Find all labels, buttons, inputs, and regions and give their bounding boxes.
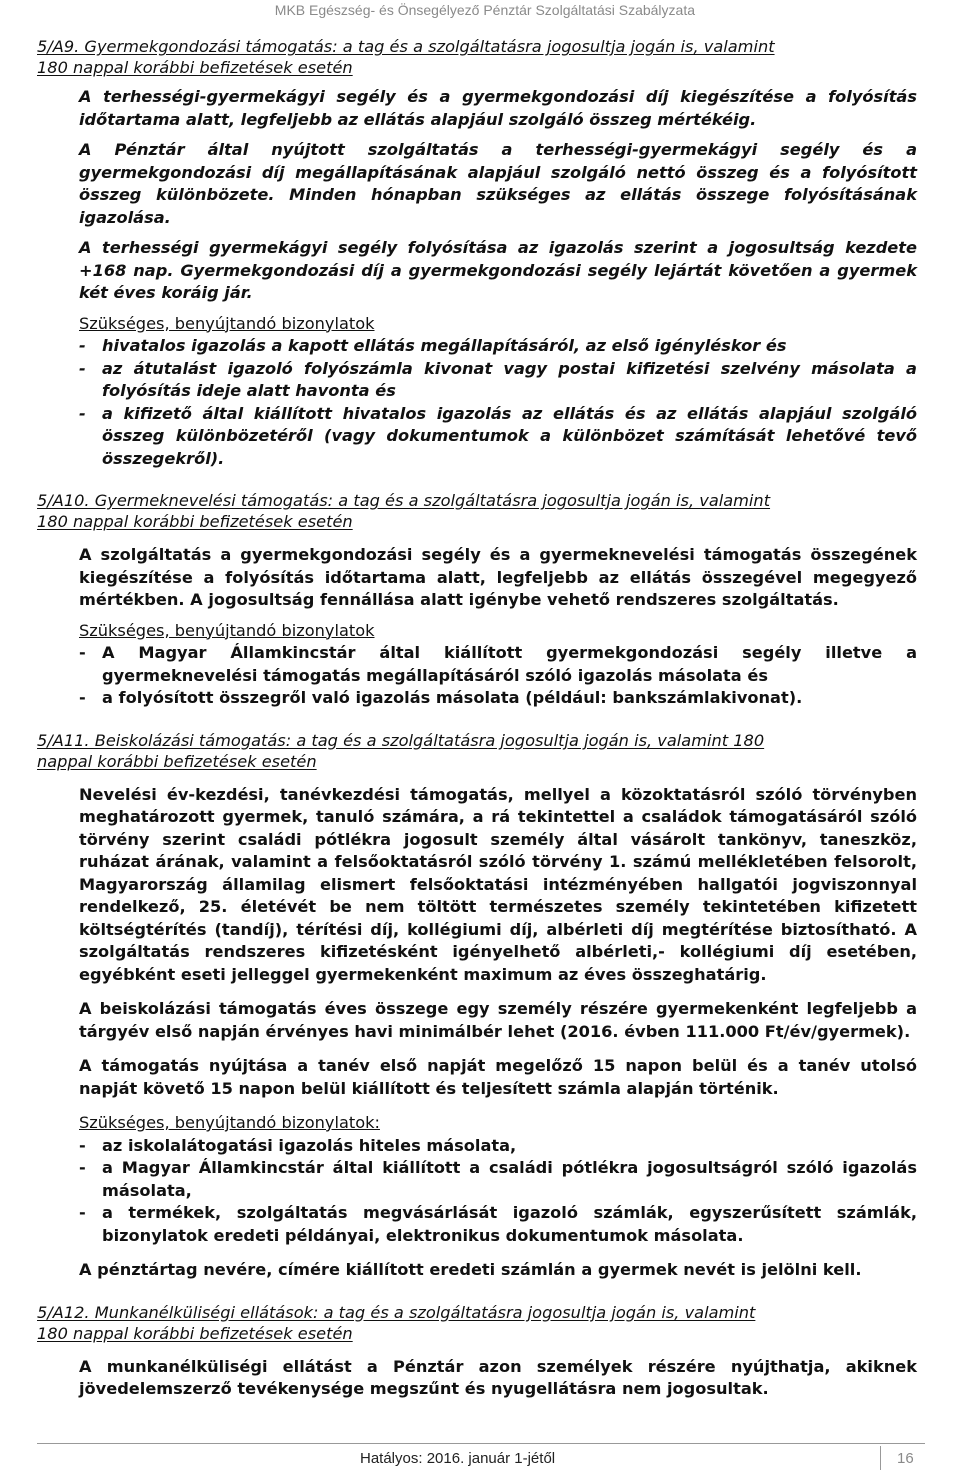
- paragraph: A munkanélküliségi ellátást a Pénztár azon személyek részére nyújthatja, akiknek jövedelemszerző tevékenysége megszűnt és nyugellátásra nem jogosultak.: [79, 1356, 917, 1398]
- section-title-cont: 180 nappal korábbi befizetések esetén: [37, 1323, 353, 1343]
- required-documents-heading: Szükséges, benyújtandó bizonylatok: [79, 620, 375, 640]
- section-title: 5/A12. Munkanélküliségi ellátások: a tag és a szolgáltatásra jogosultja jogán is, valamint: [37, 1302, 756, 1322]
- required-documents-list: [79, 1135, 917, 1248]
- effective-date: Hatályos: 2016. január 1-jétől: [360, 1450, 556, 1467]
- footer-separator: [880, 1446, 881, 1470]
- list-item: - a folyósított összegről való igazolás másolata (például: bankszámlakivonat).: [79, 688, 803, 707]
- paragraph: A terhességi gyermekágyi segély folyósítása az igazolás szerint a jogosultság kezdete +168 nap. Gyermekgondozási díj a gyermekgondozási segély lejártát követően a gyermek két éves koráig jár.: [79, 238, 917, 302]
- paragraph: Nevelési év-kezdési, tanévkezdési támogatás, mellyel a közoktatásról szóló törvényben meghatározott gyermek, tanuló számára, a rá tekintettel a családok támogatásáról szóló törvény szerint családi pótlékra jogosult személy által vásárolt tankönyv, taneszköz, ruházat árának, valamint a felsőoktatásról szóló törvény 1. számú mellékletében felsorolt, Magyarország államilag elismert felsőoktatási intézményében hallgatói jogviszonnyal rendelkező, 25. életévét be nem töltött természetes személy tekintetében kifizetett költségtérítés (tandíj), térítési díj, kollégiumi díj, albérleti díj megtérítése biztosítható. A szolgáltatás rendszeres kifizetésként igényelhető albérleti,- kollégiumi díj esetében, egyébként eseti jelleggel gyermekenként maximum az éves összeghatárig.: [79, 784, 917, 984]
- section-title: 5/A9. Gyermekgondozási támogatás: a tag és a szolgáltatásra jogosultja jogán is, valamint: [37, 37, 775, 56]
- section-title-cont: 180 nappal korábbi befizetések esetén: [37, 512, 353, 531]
- required-documents-list: [79, 335, 917, 470]
- required-documents-heading: Szükséges, benyújtandó bizonylatok: [79, 313, 375, 333]
- section-title-cont: nappal korábbi befizetések esetén: [37, 751, 317, 771]
- paragraph: A beiskolázási támogatás éves összege egy személy részére gyermekenként legfeljebb a tárgyév első napján érvényes havi minimálbér lehet (2016. évben 111.000 Ft/év/gyermek).: [79, 999, 917, 1041]
- list-item: - a kifizető által kiállított hivatalos igazolás az ellátás és az ellátás alapjául szolgáló összeg különbözetéről (vagy dokumentumok a különbözet számítását lehetővé tevő összegekről).: [79, 403, 917, 468]
- list-item: - az iskolalátogatási igazolás hiteles másolata,: [79, 1135, 517, 1155]
- section-5a9: [37, 36, 917, 470]
- section-5a11: [37, 730, 917, 1282]
- paragraph: A Pénztár által nyújtott szolgáltatás a terhességi-gyermekágyi segély és a gyermekgondozási díj megállapításának alapjául szolgáló nettó összeg és a folyósított összeg különbözete. Minden hónapban szükséges az ellátás összege folyósításának igazolása.: [79, 140, 917, 227]
- page-number: 16: [897, 1450, 914, 1467]
- list-item: - A Magyar Államkincstár által kiállított gyermekgondozási segély illetve a gyermeknevelési támogatás megállapításáról szóló igazolás másolata és: [79, 643, 917, 685]
- required-documents-heading: Szükséges, benyújtandó bizonylatok:: [79, 1113, 380, 1132]
- paragraph: A terhességi-gyermekágyi segély és a gyermekgondozási díj kiegészítése a folyósítás időtartama alatt, legfeljebb az ellátás alapjául szolgáló összeg mértékéig.: [79, 87, 917, 129]
- section-title: 5/A11. Beiskolázási támogatás: a tag és a szolgáltatásra jogosultja jogán is, valamint 180: [37, 730, 765, 750]
- document-body: [37, 36, 917, 1401]
- required-documents-list: [79, 642, 917, 710]
- list-item: - a termékek, szolgáltatás megvásárlását igazoló számlák, egyszerűsített számlák, bizonylatok eredeti példányai, elektronikus dokumentumok másolata.: [79, 1203, 917, 1245]
- list-item: - az átutalást igazoló folyószámla kivonat vagy postai kifizetési szelvény másolata a folyósítás ideje alatt havonta és: [79, 358, 917, 400]
- document-header: MKB Egészség- és Önsegélyező Pénztár Szolgáltatási Szabályzata: [274, 2, 695, 18]
- footer-divider: [37, 1443, 925, 1444]
- section-5a12: [37, 1302, 917, 1401]
- list-item: - a Magyar Államkincstár által kiállított a családi pótlékra jogosultságról szóló igazolás másolata,: [79, 1158, 917, 1200]
- paragraph: A támogatás nyújtása a tanév első napját megelőző 15 napon belül és a tanév utolsó napját követő 15 napon belül kiállított és teljesített számla alapján történik.: [79, 1056, 917, 1098]
- paragraph: A szolgáltatás a gyermekgondozási segély és a gyermeknevelési támogatás összegének kiegészítése a folyósítás időtartama alatt, legfeljebb az ellátás összegével megegyező mértékben. A jogosultság fennállása alatt igénybe vehető rendszeres szolgáltatás.: [79, 545, 917, 609]
- paragraph: A pénztártag nevére, címére kiállított eredeti számlán a gyermek nevét is jelölni kell.: [79, 1260, 862, 1279]
- section-5a10: [37, 490, 917, 710]
- section-title-cont: 180 nappal korábbi befizetések esetén: [37, 58, 353, 77]
- section-title: 5/A10. Gyermeknevelési támogatás: a tag és a szolgáltatásra jogosultja jogán is, valamint: [37, 491, 771, 510]
- list-item: - hivatalos igazolás a kapott ellátás megállapításáról, az első igényléskor és: [79, 336, 787, 355]
